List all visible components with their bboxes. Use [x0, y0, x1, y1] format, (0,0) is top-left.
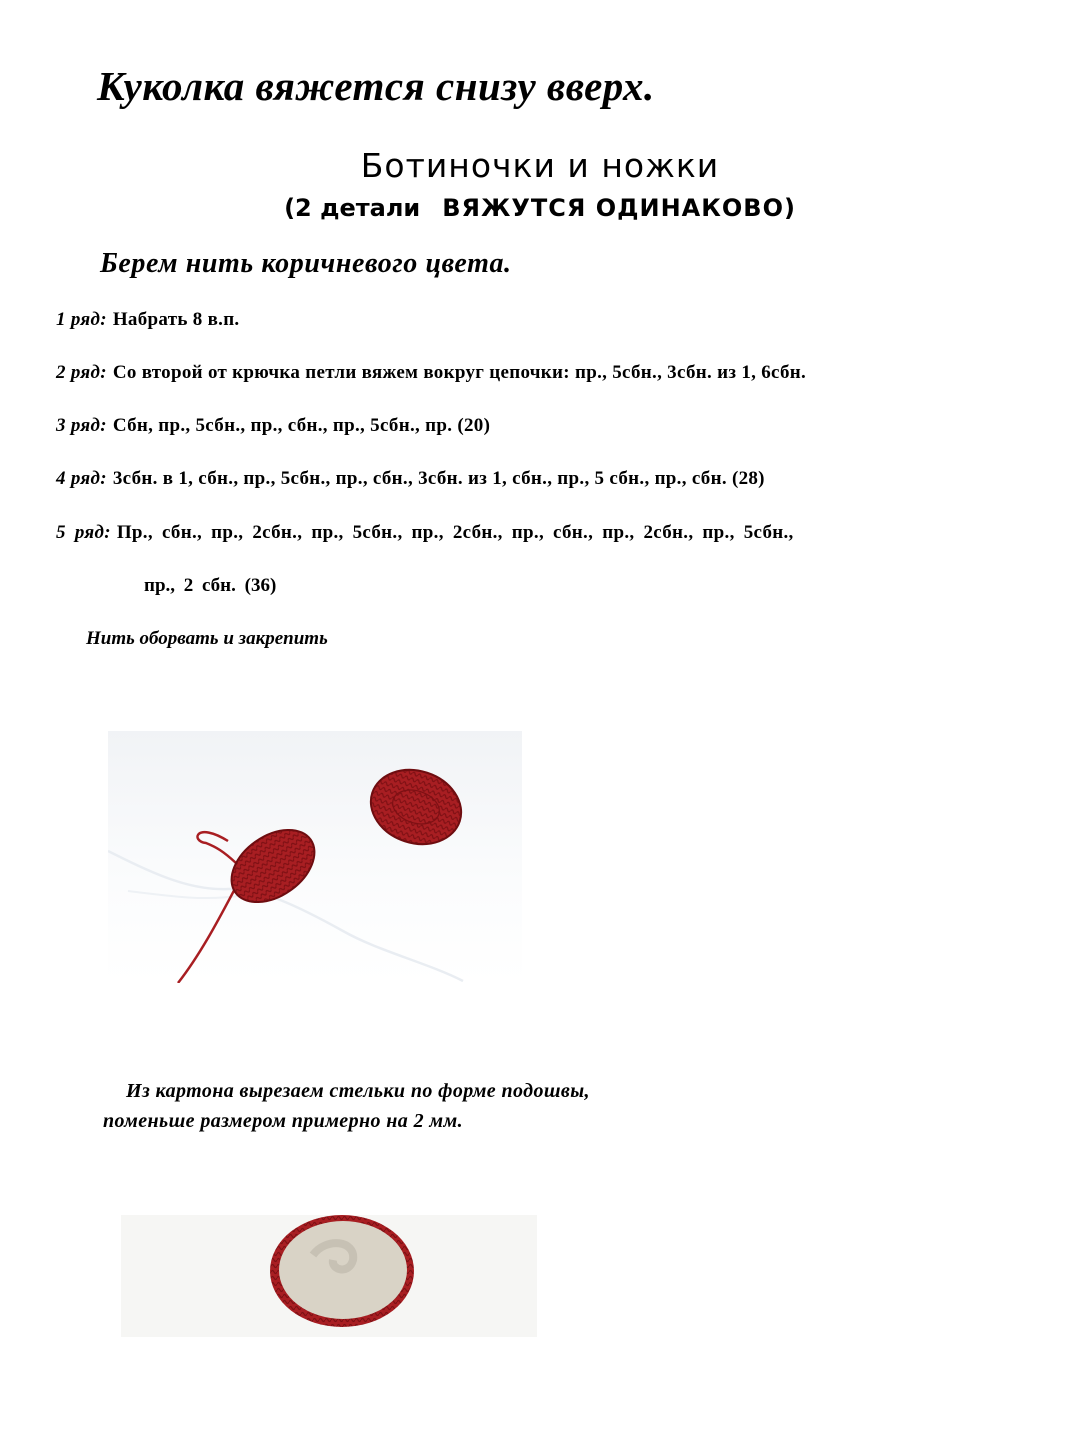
yarn-loop	[197, 832, 236, 863]
soles-photo	[108, 731, 522, 983]
section-subtitle	[0, 194, 1080, 222]
insole-illustration	[121, 1215, 537, 1337]
section-title: Ботиночки и ножки	[360, 146, 720, 185]
insole-photo	[121, 1215, 537, 1337]
row-instructions: Пр., сбн., пр., 2сбн., пр., 5сбн., пр., 2сбн., пр., сбн., пр., 2сбн., пр., 5сбн.,	[116, 522, 794, 543]
row-instructions: Сбн, пр., 5сбн., пр., сбн., пр., 5сбн., пр. (20)	[112, 415, 491, 436]
row-label: 1 ряд:	[56, 309, 107, 330]
pattern-row-2	[56, 362, 806, 384]
row-instructions: Со второй от крючка петли вяжем вокруг цепочки: пр., 5сбн., 3сбн. из 1, 6сбн.	[112, 362, 807, 383]
pattern-row-5	[56, 522, 794, 544]
pattern-row-4	[56, 468, 765, 490]
subtitle-count: (2 детали	[284, 194, 421, 222]
pattern-row-5-continuation: пр., 2 сбн. (36)	[144, 575, 277, 596]
row-instructions: Набрать 8 в.п.	[112, 309, 240, 330]
soles-illustration	[108, 731, 522, 983]
pattern-row-3	[56, 415, 490, 437]
insole-note-line-2: поменьше размером примерно на 2 мм.	[103, 1110, 463, 1132]
pattern-row-1	[56, 309, 240, 331]
insole-note-line-1: Из картона вырезаем стельки по форме подошвы,	[126, 1080, 590, 1102]
subtitle-emphasis: ВЯЖУТСЯ ОДИНАКОВО)	[442, 194, 796, 222]
row-label: 5 ряд:	[56, 522, 111, 543]
finish-note: Нить оборвать и закрепить	[86, 628, 328, 649]
row-label: 3 ряд:	[56, 415, 107, 436]
row-label: 2 ряд:	[56, 362, 107, 383]
row-instructions: 3сбн. в 1, сбн., пр., 5сбн., пр., сбн., 3сбн. из 1, сбн., пр., 5 сбн., пр., сбн. (28)	[112, 468, 765, 489]
finished-sole	[361, 759, 471, 856]
white-thread-2	[128, 891, 238, 898]
page-title: Куколка вяжется снизу вверх.	[97, 63, 655, 109]
yarn-color-note: Берем нить коричневого цвета.	[100, 248, 512, 279]
row-label: 4 ряд:	[56, 468, 107, 489]
sole-in-progress	[218, 815, 328, 917]
